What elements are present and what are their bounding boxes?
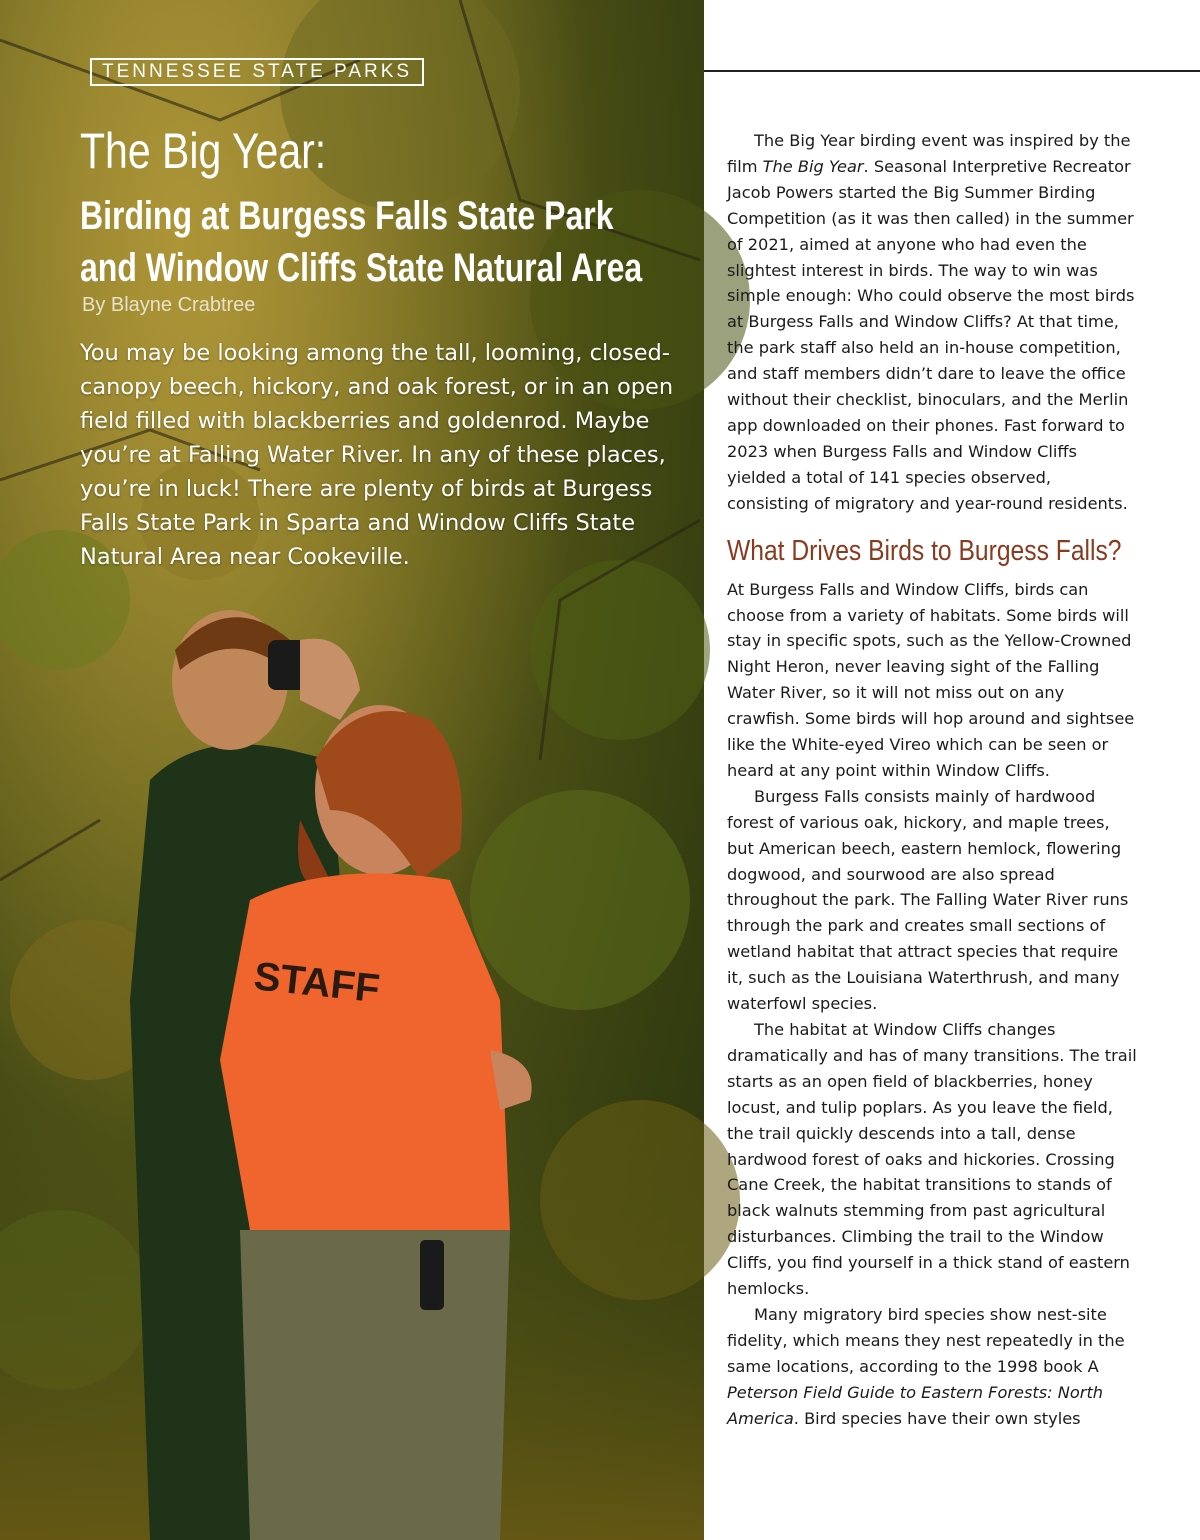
body-paragraph-1 [727,128,1137,517]
article-body [727,128,1137,1432]
subtitle-line-2: and Window Cliffs State Natural Area [80,246,643,290]
header-rule [704,70,1200,72]
section-heading: What Drives Birds to Burgess Falls? [727,534,1122,567]
book-title: Peterson Field Guide to Eastern Forests: North America [727,1382,1104,1428]
subtitle-line-1: Birding at Burgess Falls State Park [80,194,614,238]
body-paragraph-4: The habitat at Window Cliffs changes dramatically and has of many transitions. The trail starts as an open field of blackberries, honey locust, and tulip poplars. As you leave the field, the trail quickly descends into a tall, dense hardwood forest of oaks and hickories. Crossing Cane Creek, the habitat transitions to stands of black walnuts stemming from past agricultural disturbances. Climbing the trail to the Window Cliffs, you find yourself in a thick stand of eastern hemlocks. [727,1020,1137,1299]
film-title: The Big Year [762,156,864,176]
staff-label-text: STAFF [251,954,382,1012]
staff-shirt-label [250,950,382,1012]
p1-text-b: . Seasonal Interpretive Recreator Jacob Powers started the Big Summer Birding Competition (as it was then called) in the summer of 2021, aimed at anyone who had even the slightest interest in birds. The way to win was simple enough: Who could observe the most birds at Burgess Falls and Window Cliffs? At that time, the park staff also held an in-house competition, and staff members didn’t dare to leave the office without their checklist, binoculars, and the Merlin app downloaded on their phones. Fast forward to 2023 when Burgess Falls and Window Cliffs yielded a total of 141 species observed, consisting of migratory and year-round residents. [727,156,1135,513]
article-title: The Big Year: [80,123,327,179]
p5-text-a: Many migratory bird species show nest-site fidelity, which means they nest repeatedly in the same locations, according to the 1998 book A [727,1304,1125,1376]
intro-paragraph: You may be looking among the tall, looming, closed-canopy beech, hickory, and oak forest, or in an open field filled with blackberries and goldenrod. Maybe you’re at Falling Water River. In any of these places, you’re in luck! There are plenty of birds at Burgess Falls State Park in Sparta and Window Cliffs State Natural Area near Cookeville. [80,340,674,570]
body-paragraph-3: Burgess Falls consists mainly of hardwood forest of various oak, hickory, and maple trees, but American beech, eastern hemlock, flowering dogwood, and sourwood are also spread throughout the park. The Falling Water River runs through the park and creates small sections of wetland habitat that attract species that require it, such as the Louisiana Waterthrush, and many waterfowl species. [727,786,1129,1014]
article-subtitle [80,190,688,294]
body-paragraph-2: At Burgess Falls and Window Cliffs, birds can choose from a variety of habitats. Some birds will stay in specific spots, such as the Yellow-Crowned Night Heron, never leaving sight of the Falling Water River, so it will not miss out on any crawfish. Some birds will hop around and sightsee like the White-eyed Vireo which can be seen or heard at any point within Window Cliffs. [727,579,1135,780]
byline: By Blayne Crabtree [82,294,256,316]
body-paragraph-5 [727,1302,1137,1432]
p5-text-b: . Bird species have their own styles [793,1408,1081,1428]
section-tag: TENNESSEE STATE PARKS [90,58,424,86]
p1-text-a: The Big Year birding event was inspired by the film [727,131,1131,176]
